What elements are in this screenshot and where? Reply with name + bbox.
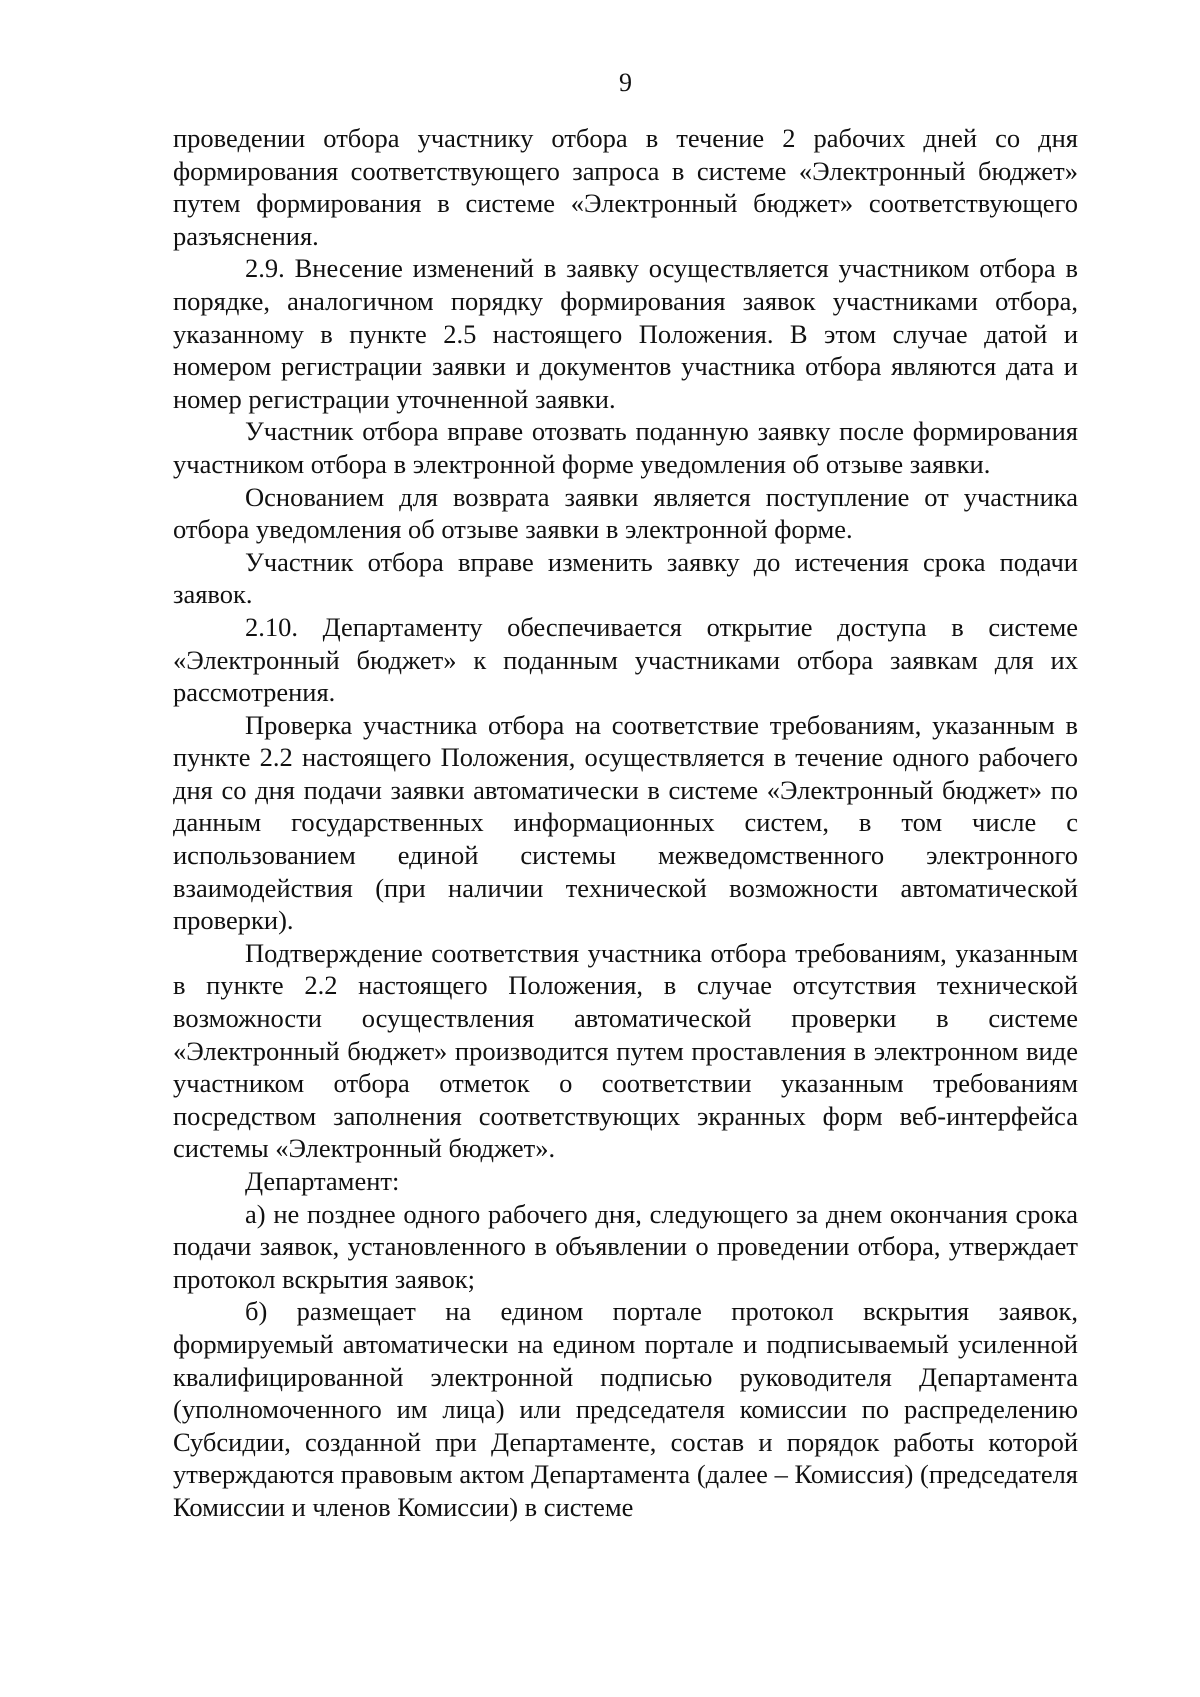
paragraph-department-heading: Департамент: bbox=[245, 1166, 400, 1196]
paragraph-return-basis: Основанием для возврата заявки является поступление от участника отбора уведомления об отзыве заявки в электронной форме. bbox=[173, 481, 1078, 545]
paragraph-confirmation: Подтверждение соответствия участника отбора требованиям, указанным в пункте 2.2 настоящего Положения, в случае отсутствия технической возможности осуществления автоматической проверки в системе «Электронный бюджет» производится путем проставления в электронном виде участником отбора отметок о соответствии указанным требованиям посредством заполнения соответствующих экранных форм веб-интерфейса системы «Электронный бюджет». bbox=[173, 937, 1078, 1164]
paragraph-verification: Проверка участника отбора на соответствие требованиям, указанным в пункте 2.2 настоящего Положения, осуществляется в течение одного рабочего дня со дня подачи заявки автоматически в системе «Электронный бюджет» по данным государственных информационных систем, в том числе с использованием единой системы межведомственного электронного взаимодействия (при наличии технической возможности автоматической проверки). bbox=[173, 709, 1078, 936]
paragraph-item-b: б) размещает на едином портале протокол вскрытия заявок, формируемый автоматически на едином портале и подписываемый усиленной квалифицированной электронной подписью руководителя Департамента (уполномоченного им лица) или председателя комиссии по распределению Субсидии, созданной при Департаменте, состав и порядок работы которой утверждаются правовым актом Департамента (далее – Комиссия) (председателя Комиссии и членов Комиссии) в системе bbox=[173, 1296, 1078, 1522]
page-number: 9 bbox=[619, 68, 632, 97]
paragraph-continuation: проведении отбора участнику отбора в течение 2 рабочих дней со дня формирования соответствующего запроса в системе «Электронный бюджет» путем формирования в системе «Электронный бюджет» соответствующего разъяснения. bbox=[173, 123, 1078, 251]
paragraph-withdraw-right: Участник отбора вправе отозвать поданную заявку после формирования участником отбора в электронной форме уведомления об отзыве заявки. bbox=[173, 416, 1078, 479]
paragraph-change-right: Участник отбора вправе изменить заявку до истечения срока подачи заявок. bbox=[173, 546, 1078, 610]
paragraph-2-10: 2.10. Департаменту обеспечивается открытие доступа в системе «Электронный бюджет» к поданным участниками отбора заявкам для их рассмотрения. bbox=[173, 611, 1078, 708]
document-page bbox=[173, 68, 1078, 1524]
paragraph-2-9: 2.9. Внесение изменений в заявку осуществляется участником отбора в порядке, аналогичном порядку формирования заявок участниками отбора, указанному в пункте 2.5 настоящего Положения. В этом случае датой и номером регистрации заявки и документов участника отбора являются дата и номер регистрации уточненной заявки. bbox=[173, 253, 1078, 414]
paragraph-item-a: а) не позднее одного рабочего дня, следующего за днем окончания срока подачи заявок, установленного в объявлении о проведении отбора, утверждает протокол вскрытия заявок; bbox=[173, 1198, 1078, 1294]
